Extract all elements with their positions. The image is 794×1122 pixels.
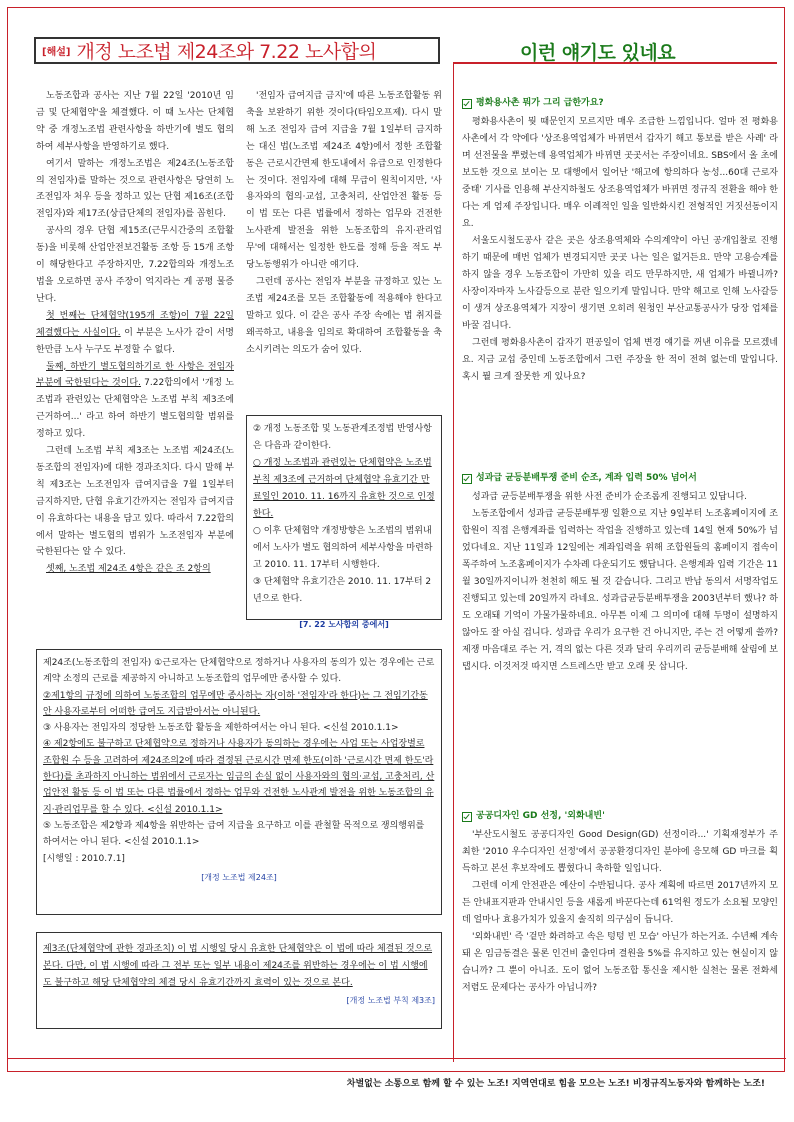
box-item: 제24조(노동조합의 전임자) ①근로자는 단체협약으로 정하거나 사용자의 동의가 있는 경우에는 근로계약 소정의 근로를 제공하지 아니하고 노동조합의 업무에만 종사할 수 있다. [43,658,435,685]
paragraph [36,359,234,444]
section-heading-text: 평화용사촌 뭐가 그리 급한가요? [476,98,604,108]
paragraph: 그런데 이게 안전관은 예산이 수반됩니다. 공사 계획에 따르면 2017년까지 모든 안내표지판과 안내시인 등을 새롭게 바꾼다는데 61억원 정도가 소요될 모양인데 얼마나 효용가치가 있을지 솔직히 의구심이 듭니다. [462,881,778,925]
left-column [36,88,234,578]
paragraph: '외화내빈' 즉 '겉만 화려하고 속은 텅텅 빈 모습' 아닌가 하는거죠. 수년째 계속돼 온 임금동결은 물론 인건비 출인다며 결원을 5%를 유지하고 있는 현실이지 않습니까? 그 뿐이 아니죠. 도이 없어 노동조합 통신을 제시한 실천는 물론 전화세 저렴도 문제다는 공사가 아닙니까? [462,932,778,993]
title-tag: [해설] [42,47,71,58]
paragraph: 노동조합에서 성과급 균등분배투쟁 일환으로 지난 9일부터 노조홈페이지에 조합원이 직접 은행계좌를 입력하는 작업을 진행하고 있는데 14일 현재 50%가 넘었다네요. 지난 11일과 12일에는 계좌입력을 위해 조합원들의 홈페이지 접속이 폭주하여 노조홈페이지가 수차례 다운되기도 했답니다. 은행계좌 입력 기간은 11월 30일까지이니까 천천히 해도 될 것 같습니다. 그리고 반납 동의서 서명작업도 진행되고 있는데 20일까지 라네요. 성과급균등분배투쟁을 2003년부터 했나? 하도 오래돼 기억이 가물가물하네요. 아무튼 이제 그 의미에 대해 두명이 설명하지 않아도 잘 아실 겁니다. 성과급 우리가 요구한 건 아니지만, 주는 건 어떻게 쓸까? 제쟁 마음대로 주는 거, 격의 없는 다른 것과 달리 우리끼리 균등분배해 살림에 보탭시다. 이것저것 따지면 스트레스만 받고 오래 못 삽니다. [462,509,778,672]
paragraph: 공사의 경우 단협 제15조(근무시간중의 조합활동)을 비롯해 산업안전보건활동 조항 등 15개 조항이 해당한다고 주장하지만, 7.22합의와 개정노조법을 오로하면 공사 주장이 억지라는 게 공평 물증 난다. [36,226,234,304]
paragraph: 그런데 평화용사촌이 갑자기 편공일이 업체 변경 얘기를 꺼낸 이유를 모르겠네요. 지금 교섭 중인데 노동조합에서 그런 주장을 한 적이 전혀 없는데 말입니다. 혹시 뭘 크게 잘못한 게 있나요? [462,338,778,382]
section-heading-text: 성과급 균등분배투쟁 준비 순조, 계좌 입력 50% 넘어서 [476,473,697,483]
box-item: 제3조(단체협약에 관한 경과조치) 이 법 시행일 당시 유효한 단체협약은 이 법에 따라 체결된 것으로 본다. 다만, 이 법 시행에 따라 그 전부 또는 일부 내용이 제24조를 위반하는 경우에는 이 법 시행에도 불구하고 해당 단체협약의 체결 당시 유효기간까지 효력이 있는 것으로 본다. [43,944,433,988]
box-item: ② 개정 노동조합 및 노동관계조정법 반영사항은 다음과 같이한다. [253,424,432,451]
right-section-design [462,808,778,997]
paragraph: '전임자 급여지급 금지'에 따른 노동조합활동 위축을 보완하기 위한 것이다(타임오프제). 다시 말해 노조 전임자 급여 지급을 7월 1일부터 금지하는 대신 법(노조법 제24조 4항)에서 정한 조합활동은 근로시간면제 한도내에서 유급으로 인정한다는 것이다. 전임자에 대해 무급이 원칙이지만, '사용자와의 협의·교섭, 고충처리, 산업안전 활동 등 이 법 또는 다른 법률에서 정하는 업무와 건전한 노사관계 발전을 위한 노동조합의 유지·관리업무'에 대해서는 일정한 한도를 정해 등을 적도 부당노동행위가 아니란 얘기다. [246,91,442,271]
underlined-text: 첫 번째는 단체협약(195개 조항)이 7월 22일 체결했다는 사실이다. [36,310,234,338]
box-item: [시행일 : 2010.7.1] [43,853,125,864]
agreement-excerpt-caption: [7. 22 노사합의 중에서] [299,620,389,629]
article-title-box [34,37,440,64]
paragraph: 여기서 말하는 개정노조법은 제24조(노동조합의 전임자)를 말하는 것으로 관련사항은 당연히 노조전임자 처우 등을 정하고 있는 단협 제16조(조합 전임자)와 제17조(상급단체의 전임자)를 꼽힌다. [36,158,234,220]
box-item: ⑤ 노동조합은 제2항과 제4항을 위반하는 급여 지급을 요구하고 이를 관철할 목적으로 쟁의행위를 하여서는 아니 된다. <신설 2010.1.1> [43,820,425,848]
paragraph-rest: 이 부분은 노사가 같이 서명한만큼 노사 누구도 부정할 수 없다. [36,327,234,355]
box-item: ④ 제2항에도 불구하고 단체협약으로 정하거나 사용자가 동의하는 경우에는 사업 또는 사업장별로 조합원 수 등을 고려하여 제24조의2에 따라 결정된 근로시간 면제 한도(이하 '근로시간 면제 한도'라 한다)를 초과하지 아니하는 범위에서 근로자는 임금의 손실 없이 사용자와의 협의·교섭, 고충처리, 산업안전 활동 등 이 법 또는 다른 법률에서 정하는 업무와 건전한 노사관계 발전을 위한 노동조합의 유지·관리업무를 할 수 있다. <신설 2010.1.1> [43,739,435,815]
article24-box [36,649,442,915]
paragraph: 서울도시철도공사 같은 곳은 상조용역체와 수의계약이 아닌 공개입찰로 진행하기 때문에 매번 업체가 변경되지만 곳곳 나는 일은 없거든요. 만약 고용승계를 하지 않을 경우 노동조합이 가만히 있을 리도 만무하지만, 새 업체가 바뀔니까? 사장이자마자 노사갈등으로 분란 일으키게 말입니다. 만약 해고로 인해 노사갈등이 생겨 상조용역체가 지장이 생기면 오히려 원청인 부산교통공사가 당장 업체를 바꿀 겁니다. [462,236,778,331]
footer-line [8,1058,786,1059]
middle-column [246,88,442,359]
paragraph: 성과급 균등분배투쟁을 위한 사전 준비가 순조롭게 진행되고 있답니다. [472,492,748,502]
box-item: ○ 개정 노조법과 관련있는 단체협약은 노조법 부칙 제3조에 근거하여 단체협약 유효기간 만료일인 2010. 11. 16까지 유효한 것으로 인정한다. [253,458,435,519]
section-heading [462,808,778,825]
box-item: ②제1항의 규정에 의하여 노동조합의 업무에만 종사하는 자(이하 '전임자'라 한다)는 그 전임기간동안 사용자로부터 어떠한 급여도 지급받아서는 아니된다. [43,690,428,717]
article24-caption: [개정 노조법 제24조] [201,872,277,882]
section-heading-text: 공공디자인 GD 선정, '외화내빈' [476,811,605,821]
paragraph: 그런데 노조법 부칙 제3조는 노조법 제24조(노동조합의 전임자)에 대한 경과조치다. 다시 말해 부칙 제3조는 노조전임자 급여지급을 7월 1일부터 금지하지만, 단협 유효기간까지는 전임자 급여지급이 유효하다는 내용을 담고 있다. 따라서 7.22합의에서 말하는 별도협의 범위가 노조전임자 부분에 국한된다는 알 수 있다. [36,446,234,558]
box-item: ○ 이후 단체협약 개정방향은 노조법의 범위내에서 노사가 별도 협의하여 세부사항을 마련하고 2010. 11. 17부터 시행한다. [253,526,433,570]
box-item: ③ 단체협약 유효기간은 2010. 11. 17부터 2년으로 한다. [253,577,432,604]
paragraph: 평화용사촌이 뭣 때문인지 모르지만 매우 조급한 느낌입니다. 얼마 전 평화용사촌에서 각 약에다 '상조용역업체가 바뀌면서 갑자기 해고 통보를 받은 사례' 라며 선전물을 뿌렸는데 용역업체가 바뀌면 곳곳서는 주장이네요. SBS에서 올 초에 보도한 것으로 보이는 모 대행에서 일어난 '해고에 항의하다 농성...60대 근로자 중태' 기사를 인용해 부산지하철도 상조용역업체가 바뀌면 정규직 전환을 해야 한다는 게 엄제 주장입니다. 매우 이례적인 일을 일반화시킨 전형적인 거짓선동이지요. [462,117,778,229]
paragraph [36,308,234,359]
addendum-box [36,932,442,1029]
paragraph: 셋째, 노조법 제24조 4항은 같은 조 2항의 [46,564,211,575]
checkbox-icon [462,474,472,484]
column-divider [453,62,454,1062]
underlined-text: 둘째, 하반기 별도협의하기로 한 사항은 전임자 부분에 국한된다는 것이다. [36,361,234,389]
paragraph: 그런데 공사는 전임자 부분을 규정하고 있는 노조법 제24조를 모든 조합활동에 적용해야 한다고 말하고 있다. 이 같은 공사 주장 속에는 법 취지를 왜곡하고, 내용을 임의로 확대하여 조합활동을 축소시키려는 의도가 숨어 있다. [246,276,442,355]
agreement-excerpt-box [246,415,442,620]
section-heading [462,95,778,112]
checkbox-icon [462,812,472,822]
paragraph: '부산도시철도 공공디자인 Good Design(GD) 선정이라...' 기획재정부가 주최한 '2010 우수디자인 선정'에서 공공환경디자인 분야에 응모해 GD 마크를 획득하고 본선 후보작에도 뽑혔다니 축하할 일입니다. [462,830,778,874]
footer-slogan: 차별없는 소통으로 함께 할 수 있는 노조! 지역연대로 힘을 모으는 노조! 비정규직노동자와 함께하는 노조! [346,1079,765,1089]
paragraph: 노동조합과 공사는 지난 7월 22일 '2010년 임금 및 단체협약'을 체결했다. 이 때 노사는 단체협약 중 개정노조법 관련사항을 하반기에 별도 협의하여 세부사항을 반영하기로 했다. [36,91,234,152]
box-item: ③ 사용자는 전임자의 정당한 노동조합 활동을 제한하여서는 아니 된다. <신설 2010.1.1> [43,723,399,734]
side-title: 이런 얘기도 있네요 [520,42,676,64]
right-section-bonus [462,470,778,676]
addendum-caption: [개정 노조법 부칙 제3조] [346,996,435,1005]
checkbox-icon [462,99,472,109]
article-title: 개정 노조법 제24조와 7.22 노사합의 [76,41,377,63]
paragraph-rest: 7.22합의에서 '개정 노조법과 관련있는 단체협약은 노조법 부칙 제3조에 근거하여...' 라고 하여 하반기 별도협의할 범위를 정하고 있다. [36,378,234,440]
right-section-peace-village [462,95,778,386]
section-heading [462,470,778,487]
